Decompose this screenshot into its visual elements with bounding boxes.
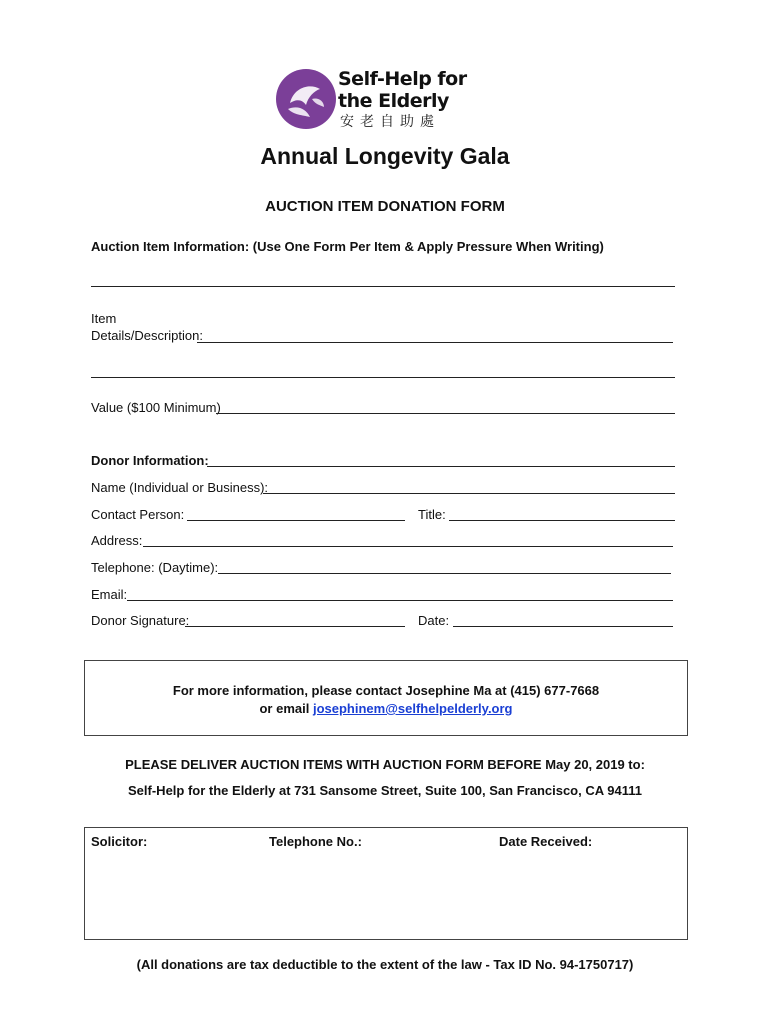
email-prefix: or email <box>259 701 313 716</box>
item-details-label-2: Details/Description: <box>91 328 203 343</box>
logo-chinese-name: 安老自助處 <box>340 114 440 130</box>
logo-line-1: Self-Help for <box>338 68 467 90</box>
email-field[interactable] <box>127 600 673 601</box>
organization-logo <box>276 66 476 134</box>
item-name-field[interactable] <box>91 286 675 287</box>
contact-email-link[interactable]: josephinem@selfhelpelderly.org <box>312 701 513 716</box>
donor-signature-field[interactable] <box>185 626 405 627</box>
auction-info-heading: Auction Item Information: (Use One Form Per Item & Apply Pressure When Writing) <box>91 239 604 254</box>
date-received-label: Date Received: <box>499 834 593 849</box>
tax-deductible-note: (All donations are tax deductible to the extent of the law - Tax ID No. 94-1750717) <box>136 957 634 972</box>
donor-info-label: Donor Information: <box>91 453 209 468</box>
contact-info-line: For more information, please contact Josephine Ma at (415) 677-7668 <box>172 683 600 698</box>
item-details-field[interactable] <box>197 342 673 343</box>
item-details-label-1: Item <box>91 311 117 326</box>
title-label: Title: <box>418 507 446 522</box>
date-field[interactable] <box>453 626 673 627</box>
donor-signature-label: Donor Signature: <box>91 613 190 628</box>
title-field[interactable] <box>449 520 675 521</box>
contact-person-label: Contact Person: <box>91 507 185 522</box>
contact-person-field[interactable] <box>187 520 405 521</box>
solicitor-label: Solicitor: <box>91 834 148 849</box>
office-use-box <box>84 827 688 940</box>
address-label: Address: <box>91 533 143 548</box>
value-label: Value ($100 Minimum) <box>91 400 221 415</box>
telephone-no-label: Telephone No.: <box>269 834 362 849</box>
telephone-label: Telephone: (Daytime): <box>91 560 219 575</box>
donor-info-field[interactable] <box>207 466 675 467</box>
logo-emblem-icon <box>276 69 336 129</box>
contact-email-line <box>85 701 687 716</box>
name-label: Name (Individual or Business): <box>91 480 269 495</box>
date-label: Date: <box>418 613 450 628</box>
contact-info-box <box>84 660 688 736</box>
logo-line-2: the Elderly <box>338 90 449 112</box>
page-title: Annual Longevity Gala <box>260 143 510 169</box>
address-field[interactable] <box>143 546 673 547</box>
telephone-field[interactable] <box>218 573 671 574</box>
form-subtitle: AUCTION ITEM DONATION FORM <box>265 198 505 215</box>
delivery-instruction: PLEASE DELIVER AUCTION ITEMS WITH AUCTION FORM BEFORE May 20, 2019 to: <box>125 757 645 772</box>
delivery-address: Self-Help for the Elderly at 731 Sansome Street, Suite 100, San Francisco, CA 94111 <box>128 783 642 798</box>
email-label: Email: <box>91 587 128 602</box>
value-field[interactable] <box>216 413 675 414</box>
item-details-field-2[interactable] <box>91 377 675 378</box>
name-field[interactable] <box>263 493 675 494</box>
